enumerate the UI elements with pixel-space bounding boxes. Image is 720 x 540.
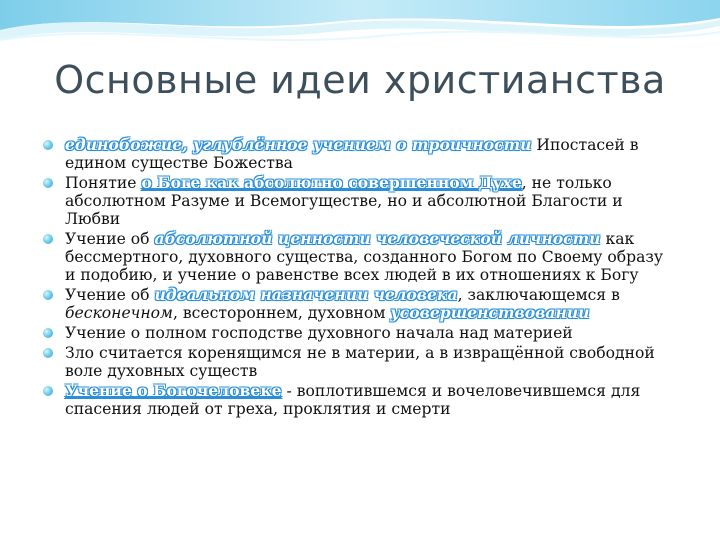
slide-title: Основные идеи христианства — [54, 58, 666, 102]
bullet-text: , заключающемся в — [457, 286, 620, 304]
bullet-text: Учение об — [65, 230, 155, 248]
bullet-item — [40, 136, 670, 172]
bullet-item — [40, 382, 670, 418]
bullet-text: Зло считается коренящимся не в материи, а в извращённой свободной воле духовных существ — [65, 344, 655, 380]
bullet-text: , всестороннем, духовном — [172, 304, 391, 322]
bullet-highlight-text: Учение о Богочеловеке — [65, 381, 282, 400]
bullet-dot-icon — [43, 234, 53, 244]
bullet-text: Учение о полном господстве духовного начала над материей — [65, 324, 573, 342]
bullet-highlight-text: бесконечном — [65, 304, 173, 322]
bullet-highlight-text: о Боге как абсолютно совершенном Духе — [141, 173, 522, 192]
bullet-dot-icon — [43, 140, 53, 150]
bullet-text: , не только абсолютном Разуме и Всемогуществе, но и абсолютной Благости и Любви — [65, 174, 623, 228]
bullet-item — [40, 174, 670, 228]
bullet-highlight-text: абсолютной ценности человеческой личности — [154, 229, 601, 248]
bullet-text: - воплотившемся и вочеловечившемся для спасения людей от греха, проклятия и смерти — [65, 382, 641, 418]
bullet-item — [40, 230, 670, 284]
bullet-text: Понятие — [65, 174, 142, 192]
bullet-dot-icon — [43, 386, 53, 396]
bullet-dot-icon — [43, 178, 53, 188]
bullet-highlight-text: идеальном назначении человека — [154, 285, 458, 304]
bullet-text: как бессмертного, духовного существа, созданного Богом по Своему образу и подобию, и учение о равенстве всех людей в их отношениях к Богу — [65, 230, 664, 284]
bullet-highlight-text: единобожие, углублённое учением о троичности — [65, 135, 532, 154]
bullet-item — [40, 286, 670, 322]
bullet-item — [40, 344, 670, 380]
bullet-text: Ипостасей в едином существе Божества — [65, 136, 639, 172]
bullet-list — [40, 136, 670, 420]
bullet-dot-icon — [43, 348, 53, 358]
bullet-item — [40, 324, 670, 342]
bullet-dot-icon — [43, 328, 53, 338]
bullet-text: Учение об — [65, 286, 155, 304]
bullet-highlight-text: усовершенствовании — [390, 303, 590, 322]
bullet-dot-icon — [43, 290, 53, 300]
